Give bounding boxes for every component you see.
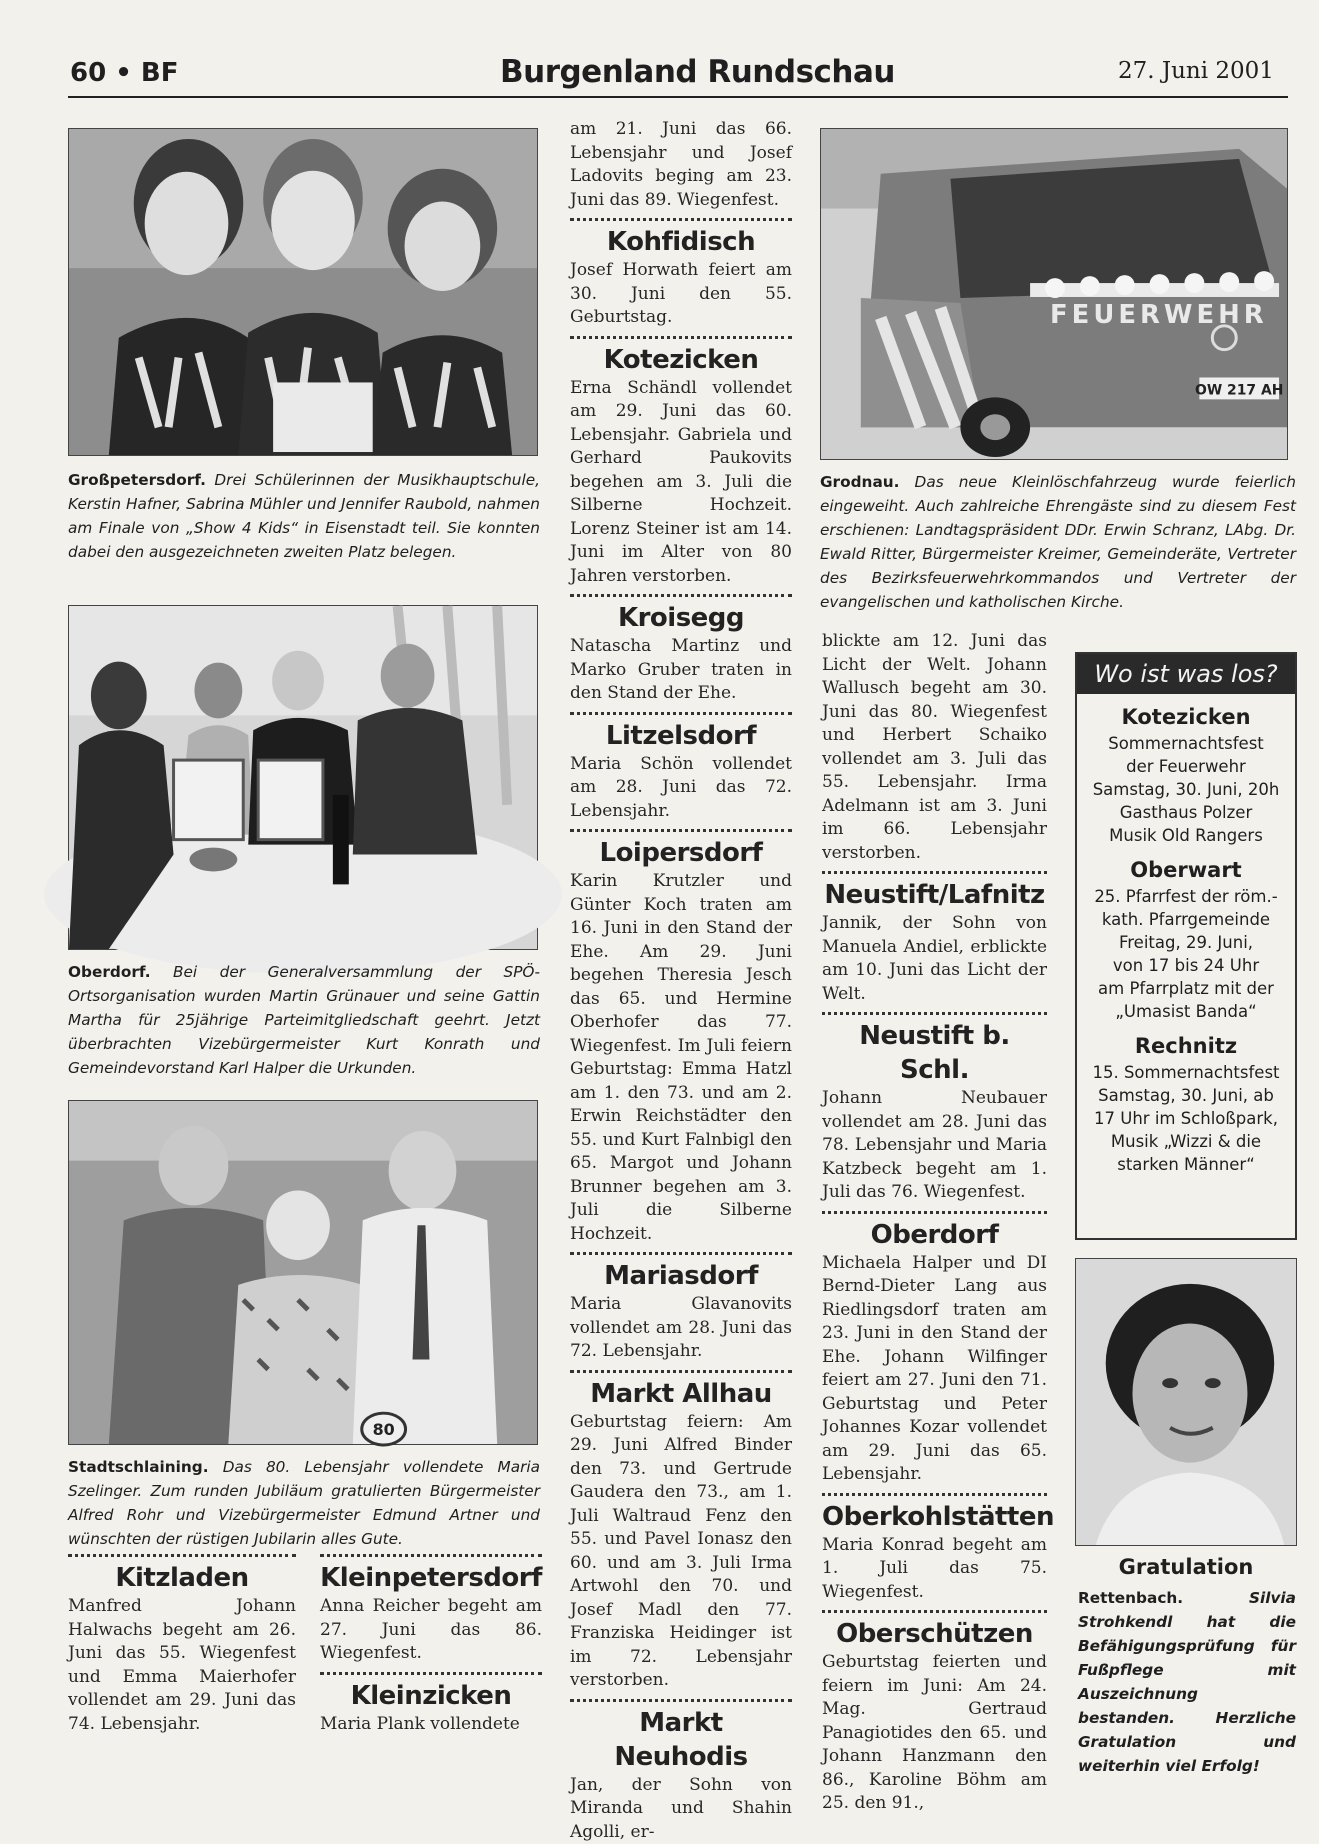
- caption-place: Oberdorf.: [68, 963, 151, 981]
- section-divider: [822, 1012, 1047, 1015]
- village-heading: Mariasdorf: [570, 1259, 792, 1293]
- section-divider: [822, 871, 1047, 874]
- event-line: der Feuerwehr: [1077, 755, 1295, 778]
- event-line: kath. Pfarrgemeinde: [1077, 908, 1295, 931]
- event-line: 25. Pfarrfest der röm.-: [1077, 885, 1295, 908]
- event-line: Musik Old Rangers: [1077, 824, 1295, 847]
- gratulation-title: Gratulation: [1075, 1555, 1297, 1579]
- village-heading: Neustift b. Schl.: [822, 1019, 1047, 1087]
- photo-grosspetersdorf-students: [68, 128, 538, 456]
- caption-text: Das 80. Lebensjahr vollendete Maria Szelinger. Zum runden Jubiläum gratulierten Bürgermeister Alfred Rohr und Vizebürgermeister Edmund Artner und wünschten der rüstigen Jubilarin alles Gute.: [68, 1458, 540, 1548]
- village-heading: Kotezicken: [570, 343, 792, 377]
- village-news-text: Erna Schändl vollendet am 29. Juni das 60. Lebensjahr. Gabriela und Gerhard Paukovits begehen am 3. Juli die Silberne Hochzeit. Lorenz Steiner ist am 14. Juni im Alter von 80 Jahren verstorben.: [570, 377, 792, 589]
- license-plate: OW 217 AH: [1195, 382, 1283, 398]
- event-line: Musik „Wizzi & die: [1077, 1130, 1295, 1153]
- village-news-text: Jannik, der Sohn von Manuela Andiel, erblickte am 10. Juni das Licht der Welt.: [822, 912, 1047, 1006]
- section-divider: [570, 1699, 792, 1702]
- village-news-text: Anna Reicher begeht am 27. Juni das 86. Wiegenfest.: [320, 1595, 542, 1666]
- village-heading: Kleinpetersdorf: [320, 1561, 542, 1595]
- caption-place: Stadtschlaining.: [68, 1458, 209, 1476]
- village-news-text: Karin Krutzler und Günter Koch traten am 16. Juni in den Stand der Ehe. Am 29. Juni begehen Theresia Jesch das 65. und Hermine Oberhofer das 77. Wiegenfest. Im Juli feiern Geburtstag: Emma Hatzl am 1. den 73. und am 2. Erwin Reichstädter den 55. und Kurt Falnbigl den 65. Margot und Johann Brunner begehen am 3. Juli die Silberne Hochzeit.: [570, 870, 792, 1246]
- village-heading: Oberkohlstätten: [822, 1500, 1047, 1534]
- caption-text: Bei der Generalversammlung der SPÖ-Ortsorganisation wurden Martin Grünauer und seine Gattin Martha für 25jährige Parteimitgliedschaft geehrt. Jetzt überbrachten Vizebürgermeister Kurt Konrath und Gemeindevorstand Karl Halper die Urkunden.: [68, 963, 540, 1077]
- section-divider: [822, 1211, 1047, 1214]
- section-divider: [570, 336, 792, 339]
- event-line: Freitag, 29. Juni,: [1077, 931, 1295, 954]
- village-heading: Markt Neuhodis: [570, 1706, 792, 1774]
- column-3: [570, 118, 792, 1844]
- column-1-bottom: [68, 1548, 296, 1736]
- section-divider: [68, 1554, 296, 1557]
- events-box: [1075, 652, 1297, 1240]
- publication-title: Burgenland Rundschau: [500, 54, 895, 90]
- section-divider: [570, 829, 792, 832]
- village-news-text: Manfred Johann Halwachs begeht am 26. Juni das 55. Wiegenfest und Emma Maierhofer vollendet am 29. Juni das 74. Lebensjahr.: [68, 1595, 296, 1736]
- event-line: starken Männer“: [1077, 1153, 1295, 1176]
- caption-place: Großpetersdorf.: [68, 471, 206, 489]
- page-number: 60 • BF: [70, 58, 178, 88]
- caption-stadtschlaining: [68, 1455, 540, 1551]
- caption-text: Das neue Kleinlöschfahrzeug wurde feierlich eingeweiht. Auch zahlreiche Ehrengäste sind zu diesem Fest erschienen: Landtagspräsident DDr. Erwin Schranz, LAbg. Dr. Ewald Ritter, Bürgermeister Kreimer, Gemeinderäte, Vertreter des Bezirksfeuerwehrkommandos und Vertreter der evangelischen und katholischen Kirche.: [820, 473, 1296, 611]
- village-news-text: Michaela Halper und DI Bernd-Dieter Lang aus Riedlingsdorf traten am 23. Juni in den Stand der Ehe. Johann Wilfinger feiert am 27. Juni den 71. Geburtstag und Peter Johannes Kozar vollendet am 29. Juni das 65. Lebensjahr.: [822, 1252, 1047, 1487]
- event-line: Samstag, 30. Juni, 20h: [1077, 778, 1295, 801]
- column-3-intro: am 21. Juni das 66. Lebensjahr und Josef Ladovits beging am 23. Juni das 89. Wiegenfest.: [570, 118, 792, 212]
- photo-gratulation-portrait: [1075, 1258, 1297, 1546]
- village-heading: Markt Allhau: [570, 1377, 792, 1411]
- column-2-bottom: [320, 1548, 542, 1736]
- village-news-text: Josef Horwath feiert am 30. Juni den 55. Geburtstag.: [570, 259, 792, 330]
- village-heading: Oberschützen: [822, 1617, 1047, 1651]
- event-line: Sommernachtsfest: [1077, 732, 1295, 755]
- event-line: „Umasist Banda“: [1077, 1000, 1295, 1023]
- event-line: Samstag, 30. Juni, ab: [1077, 1084, 1295, 1107]
- header-rule: [68, 96, 1288, 98]
- gratulation-body: Silvia Strohkendl hat die Befähigungsprüfung für Fußpflege mit Auszeichnung bestanden. Herzliche Gratulation und weiterhin viel Erfolg!: [1078, 1589, 1296, 1775]
- column-4-intro: blickte am 12. Juni das Licht der Welt. Johann Wallusch begeht am 30. Juni das 80. Wiegenfest und Herbert Schaiko vollendet am 3. Juli das 55. Lebensjahr. Irma Adelmann ist am 3. Juni im 66. Lebensjahr verstorben.: [822, 630, 1047, 865]
- section-divider: [570, 594, 792, 597]
- village-news-text: Natascha Martinz und Marko Gruber traten in den Stand der Ehe.: [570, 635, 792, 706]
- village-news-text: Johann Neubauer vollendet am 28. Juni das 78. Lebensjahr und Maria Katzbeck begeht am 1. Juli das 76. Wiegenfest.: [822, 1087, 1047, 1205]
- issue-date: 27. Juni 2001: [1118, 58, 1274, 84]
- event-line: Gasthaus Polzer: [1077, 801, 1295, 824]
- village-news-text: Maria Plank vollendete: [320, 1713, 542, 1737]
- gratulation-text: [1078, 1586, 1296, 1778]
- column-4: [822, 630, 1047, 1816]
- section-divider: [320, 1672, 542, 1675]
- section-divider: [570, 218, 792, 221]
- event-line: am Pfarrplatz mit der: [1077, 977, 1295, 1000]
- village-news-text: Geburtstag feiern: Am 29. Juni Alfred Binder den 73. und Gertrude Gaudera den 73., am 1. Juli Waltraud Fenz den 55. und Pavel Ionasz den 60. und am 3. Juli Irma Artwohl den 70. und Josef Madl den 77. Franziska Heidinger ist im 72. Lebensjahr verstorben.: [570, 1411, 792, 1693]
- village-news-text: Maria Glavanovits vollendet am 28. Juni das 72. Lebensjahr.: [570, 1293, 792, 1364]
- event-place: Oberwart: [1077, 855, 1295, 885]
- section-divider: [822, 1610, 1047, 1613]
- badge-80: 80: [373, 1420, 395, 1439]
- caption-grosspetersdorf: [68, 468, 540, 564]
- village-heading: Litzelsdorf: [570, 719, 792, 753]
- caption-oberdorf: [68, 960, 540, 1080]
- section-divider: [822, 1493, 1047, 1496]
- gratulation-place: Rettenbach.: [1078, 1589, 1183, 1607]
- village-heading: Neustift/Lafnitz: [822, 878, 1047, 912]
- caption-text: Drei Schülerinnen der Musikhauptschule, Kerstin Hafner, Sabrina Mühler und Jennifer Raubold, nahmen am Finale von „Show 4 Kids“ in Eisenstadt teil. Sie konnten dabei den ausgezeichneten zweiten Platz belegen.: [68, 471, 540, 561]
- photo-grodnau-fire-truck: [820, 128, 1288, 460]
- event-line: 15. Sommernachtsfest: [1077, 1061, 1295, 1084]
- vehicle-lettering: FEUERWEHR: [1050, 300, 1268, 330]
- village-heading: Kohfidisch: [570, 225, 792, 259]
- photo-oberdorf-ceremony: [68, 605, 538, 950]
- village-heading: Kleinzicken: [320, 1679, 542, 1713]
- section-divider: [570, 712, 792, 715]
- village-news-text: Jan, der Sohn von Miranda und Shahin Agolli, er-: [570, 1774, 792, 1844]
- village-news-text: Maria Konrad begeht am 1. Juli das 75. Wiegenfest.: [822, 1534, 1047, 1605]
- section-divider: [570, 1370, 792, 1373]
- village-heading: Kroisegg: [570, 601, 792, 635]
- village-heading: Loipersdorf: [570, 836, 792, 870]
- section-divider: [570, 1252, 792, 1255]
- village-news-text: Maria Schön vollendet am 28. Juni das 72. Lebensjahr.: [570, 753, 792, 824]
- event-line: 17 Uhr im Schloßpark,: [1077, 1107, 1295, 1130]
- village-news-text: Geburtstag feierten und feiern im Juni: Am 24. Mag. Gertraud Panagiotides den 65. und Johann Hanzmann den 86., Karoline Böhm am 25. den 91.,: [822, 1651, 1047, 1816]
- events-box-title: Wo ist was los?: [1077, 654, 1295, 694]
- event-line: von 17 bis 24 Uhr: [1077, 954, 1295, 977]
- village-heading: Kitzladen: [68, 1561, 296, 1595]
- village-heading: Oberdorf: [822, 1218, 1047, 1252]
- event-place: Rechnitz: [1077, 1031, 1295, 1061]
- photo-stadtschlaining-birthday: [68, 1100, 538, 1445]
- caption-place: Grodnau.: [820, 473, 899, 491]
- event-place: Kotezicken: [1077, 702, 1295, 732]
- section-divider: [320, 1554, 542, 1557]
- caption-grodnau: [820, 470, 1296, 614]
